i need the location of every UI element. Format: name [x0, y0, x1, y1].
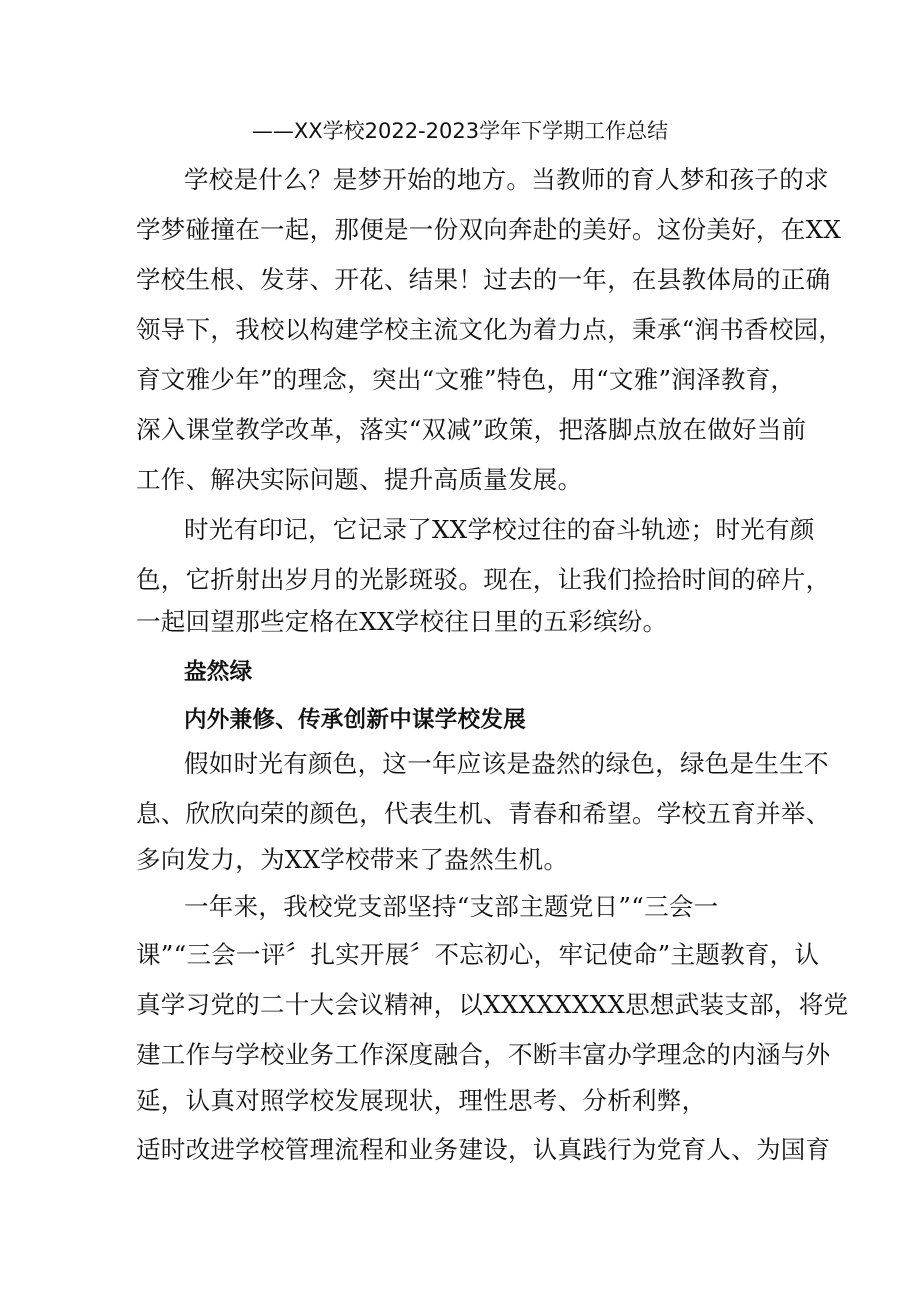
- paragraph-1-line-7: 工作、解决实际问题、提升高质量发展。: [136, 465, 583, 494]
- document-title: ——XX学校2022-2023学年下学期工作总结: [251, 119, 669, 143]
- paragraph-4-line-4: 建工作与学校业务工作深度融合，不断丰富办学理念的内涵与外: [136, 1040, 831, 1069]
- section-subheading: 内外兼修、传承创新中谋学校发展: [184, 707, 527, 733]
- paragraph-2-line-2: 色，它折射出岁月的光影斑驳。现在，让我们捡拾时间的碎片，: [136, 565, 831, 594]
- paragraph-4-line-6: 适时改进学校管理流程和业务建设，认真践行为党育人、为国育: [136, 1135, 831, 1164]
- paragraph-1-line-2: 学梦碰撞在一起，那便是一份双向奔赴的美好。这份美好，在XX: [136, 215, 842, 244]
- paragraph-3-line-2: 息、欣欣向荣的颜色，代表生机、青春和希望。学校五育并举、: [136, 799, 831, 828]
- section-heading: 盎然绿: [184, 659, 253, 685]
- paragraph-1-line-1: 学校是什么？是梦开始的地方。当教师的育人梦和孩子的求: [184, 165, 829, 194]
- paragraph-4-line-3: 真学习党的二十大会议精神，以XXXXXXXX思想武装支部，将党: [136, 990, 849, 1019]
- paragraph-3-line-3: 多向发力，为XX学校带来了盎然生机。: [136, 845, 569, 874]
- paragraph-2-line-3: 一起回望那些定格在XX学校往日里的五彩缤纷。: [136, 607, 668, 636]
- paragraph-1-line-6: 深入课堂教学改革，落实“双减”政策，把落脚点放在做好当前: [136, 415, 807, 444]
- paragraph-3-line-1: 假如时光有颜色，这一年应该是盎然的绿色，绿色是生生不: [184, 749, 829, 778]
- paragraph-1-line-5: 育文雅少年”的理念，突出“文雅”特色，用“文雅”润泽教育，: [136, 365, 796, 394]
- paragraph-4-line-5: 延，认真对照学校发展现状，理性思考、分析利弊，: [136, 1086, 707, 1115]
- paragraph-2-line-1: 时光有印记，它记录了XX学校过往的奋斗轨迹；时光有颜: [184, 515, 815, 544]
- paragraph-4-line-1: 一年来，我校党支部坚持“支部主题党日”“三会一: [184, 892, 719, 921]
- paragraph-4-line-2: 课”“三会一评〞扎实开展〞不忘初心，牢记使命”主题教育，认: [136, 940, 820, 969]
- paragraph-1-line-4: 领导下，我校以构建学校主流文化为着力点，秉承“润书香校园，: [136, 315, 844, 344]
- paragraph-1-line-3: 学校生根、发芽、开花、结果！过去的一年，在县教体局的正确: [136, 265, 831, 294]
